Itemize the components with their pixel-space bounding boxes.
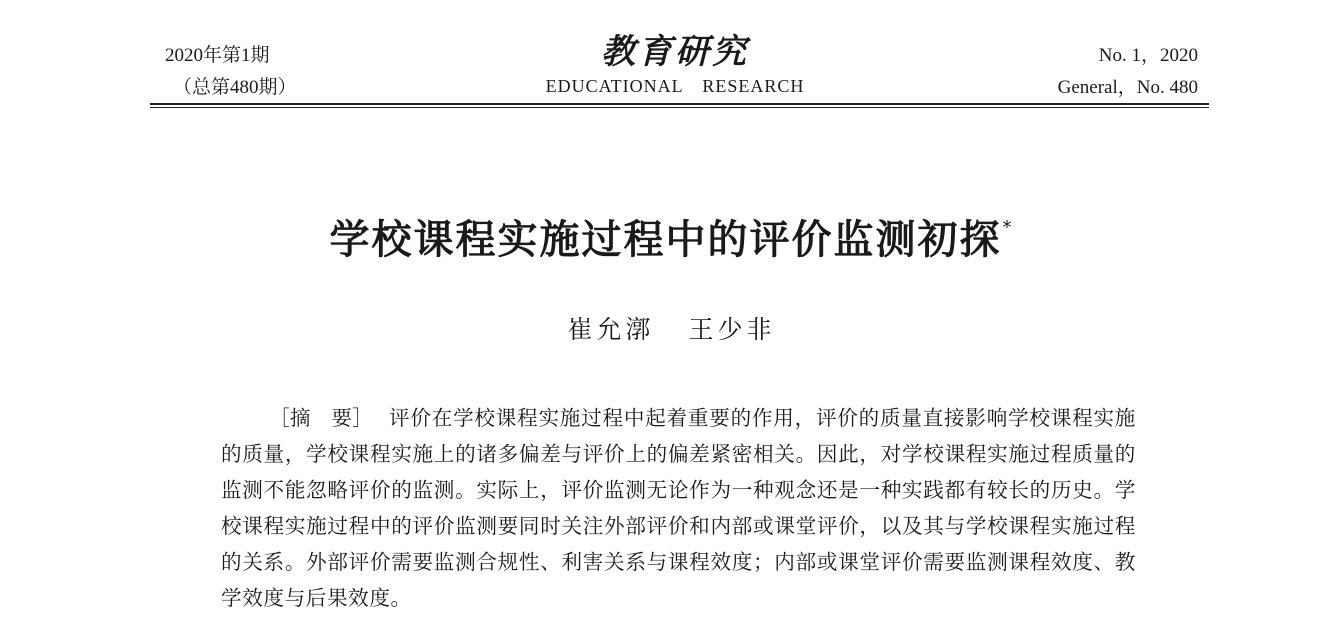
author-list bbox=[0, 312, 1343, 348]
journal-logo: 教育研究 bbox=[601, 32, 749, 72]
issue-number-en: No. 1，2020 bbox=[1098, 45, 1198, 66]
author-name: 王少非 bbox=[688, 315, 776, 344]
abstract-text: 评价在学校课程实施过程中起着重要的作用，评价的质量直接影响学校课程实施的质量，学校课程实施上的诸多偏差与评价上的偏差紧密相关。因此，对学校课程实施过程质量的监测不能忽略评价的监测。实际上，评价监测无论作为一种观念还是一种实践都有较长的历史。学校课程实施过程中的评价监测要同时关注外部评价和内部或课堂评价，以及其与学校课程实施过程的关系。外部评价需要监测合规性、利害关系与课程效度；内部或课堂评价需要监测课程效度、教学效度与后果效度。 bbox=[221, 406, 1137, 610]
issue-number-cn: 2020年第1期 bbox=[165, 45, 270, 66]
issue-info-chinese bbox=[165, 40, 345, 104]
issue-total-en: General，No. 480 bbox=[1057, 77, 1198, 98]
header-rule-thin bbox=[150, 107, 1209, 108]
issue-info-english bbox=[978, 40, 1198, 104]
paper-title bbox=[0, 200, 1343, 268]
title-footnote-mark: * bbox=[1002, 217, 1014, 238]
header-rule-thick bbox=[150, 103, 1209, 105]
journal-english-name: EDUCATIONAL RESEARCH bbox=[545, 76, 805, 96]
journal-masthead bbox=[520, 32, 830, 98]
paper-title-text: 学校课程实施过程中的评价监测初探 bbox=[329, 217, 1002, 263]
issue-total-cn: （总第480期） bbox=[173, 77, 297, 98]
author-name: 崔允漷 bbox=[567, 315, 655, 344]
abstract-label: ［摘 要］ bbox=[269, 406, 373, 430]
abstract bbox=[221, 400, 1136, 616]
